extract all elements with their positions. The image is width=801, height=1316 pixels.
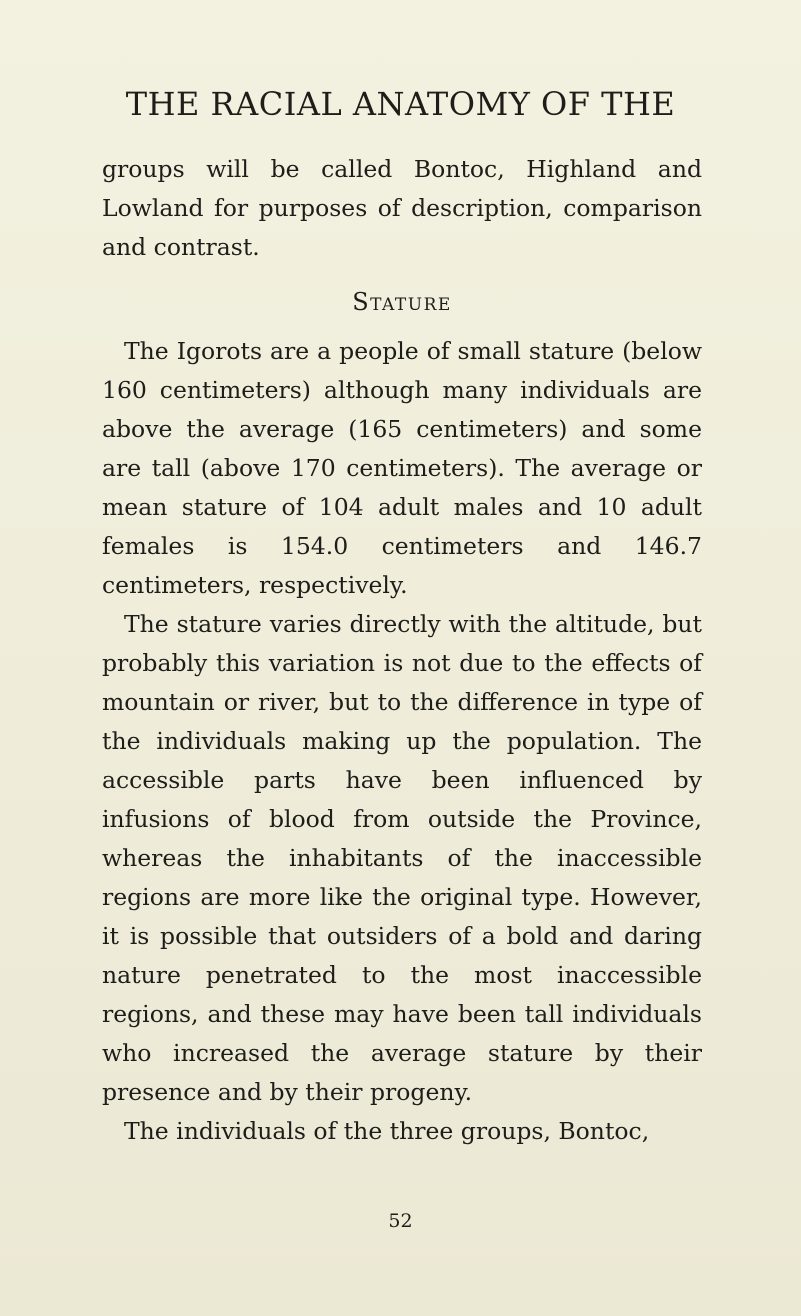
page-number: 52 <box>388 1210 413 1232</box>
paragraph-groups: The individuals of the three groups, Bontoc, <box>124 1117 650 1145</box>
paragraph-stature-variation: The stature varies directly with the altitude, but probably this variation is not due to the effects of mountain or river, but to the difference in type of the individuals making up the population. The accessible parts have been influenced by infusions of blood from outside the Province, whereas the inhabitants of the inaccessible regions are more like the original type. However, it is possible that outsiders of a bold and daring nature penetrated to the most inaccessible regions, and these may have been tall individuals who increased the average stature by their presence and by their progeny. <box>102 610 702 1106</box>
section-heading: Stature <box>352 288 452 316</box>
running-head: THE RACIAL ANATOMY OF THE <box>125 85 676 123</box>
paragraph-continued: groups will be called Bontoc, Highland and Lowland for purposes of description, comparison and contrast. <box>102 155 702 261</box>
body-text <box>102 150 702 1151</box>
paragraph-stature-intro: The Igorots are a people of small stature (below 160 centimeters) although many individuals are above the average (165 centimeters) and some are tall (above 170 centimeters). The average or mean stature of 104 adult males and 10 adult females is 154.0 centimeters and 146.7 centimeters, respectively. <box>102 337 702 599</box>
